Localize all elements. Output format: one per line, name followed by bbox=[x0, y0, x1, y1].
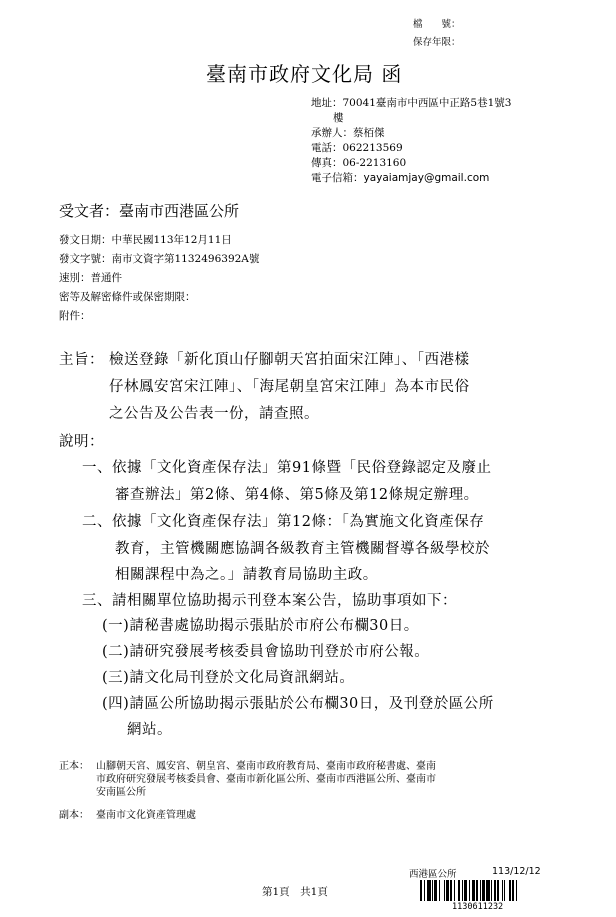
phone: 電話：062213569 bbox=[311, 142, 403, 154]
explanation-item-1-line-1: 一、依據「文化資產保存法」第91條暨「民俗登錄認定及廢止 bbox=[82, 460, 492, 476]
barcode-number: 1130611232 bbox=[452, 902, 504, 912]
barcode-bar bbox=[439, 880, 440, 901]
copy-recipients-label: 副本： bbox=[59, 810, 89, 821]
barcode-bar bbox=[450, 880, 452, 901]
handler: 承辦人：蔡栢傑 bbox=[311, 127, 385, 139]
subject-line-1: 檢送登錄「新化頂山仔腳朝天宮拍面宋江陣」、「西港樣 bbox=[109, 352, 470, 368]
barcode-graphic bbox=[420, 880, 546, 901]
address-line-2: 樓 bbox=[333, 112, 344, 124]
email-row bbox=[311, 171, 489, 186]
barcode-bar bbox=[472, 880, 476, 901]
speed: 速別：普通件 bbox=[59, 272, 122, 284]
fax: 傳真：06-2213160 bbox=[311, 157, 407, 169]
explanation-sub-item-4-line-2: 網站。 bbox=[127, 722, 172, 738]
explanation-sub-item-1: (一)請秘書處協助揭示張貼於市府公布欄30日。 bbox=[102, 618, 419, 634]
explanation-label: 說明： bbox=[59, 434, 104, 450]
copy-recipients-line-1: 臺南市文化資產管理處 bbox=[96, 810, 196, 821]
barcode-bar bbox=[427, 880, 431, 901]
original-recipients-label: 正本： bbox=[59, 761, 89, 772]
barcode-bar bbox=[462, 880, 463, 901]
explanation-item-2-line-3: 相關課程中為之。」請教育局協助主政。 bbox=[115, 567, 378, 583]
issue-number: 發文字號：南市文資字第1132496392A號 bbox=[59, 253, 260, 265]
explanation-item-2-line-1: 二、依據「文化資產保存法」第12條：「為實施文化資產保存 bbox=[82, 514, 485, 530]
barcode-bar bbox=[458, 880, 459, 901]
barcode-bar bbox=[512, 880, 513, 901]
original-recipients-line-2: 市政府研究發展考核委員會、臺南市新化區公所、臺南市西港區公所、臺南市 bbox=[96, 774, 436, 785]
original-recipients-line-3: 安南區公所 bbox=[96, 787, 146, 798]
barcode-bar bbox=[491, 880, 492, 901]
address-line-1: 地址：70041臺南市中西區中正路5巷1號3 bbox=[311, 97, 512, 109]
retention-period-label: 保存年限： bbox=[413, 37, 461, 48]
barcode-bar bbox=[424, 880, 425, 901]
issue-date: 發文日期：中華民國113年12月11日 bbox=[59, 234, 232, 246]
barcode-bar bbox=[482, 880, 484, 901]
explanation-item-2-line-2: 教育，主管機關應協調各級教育主管機關督導各級學校於 bbox=[115, 541, 490, 557]
explanation-item-1-line-2: 審查辦法」第2條、第4條、第5條及第12條規定辦理。 bbox=[115, 487, 479, 503]
original-recipients-line-1: 山腳朝天宮、鳳安宮、朝皇宮、臺南市政府教育局、臺南市政府秘書處、臺南 bbox=[96, 761, 436, 772]
recipient: 受文者：臺南市西港區公所 bbox=[59, 202, 240, 220]
receipt-stamp-office: 西港區公所 bbox=[409, 869, 457, 880]
subject-line-2: 仔林鳳安宮宋江陣」、「海尾朝皇宮宋江陣」為本市民俗 bbox=[109, 379, 470, 395]
document-title: 臺南市政府文化局 函 bbox=[206, 62, 403, 86]
barcode-bar bbox=[476, 880, 477, 901]
barcode-bar bbox=[502, 880, 503, 901]
barcode-bar bbox=[432, 880, 433, 901]
barcode-bar bbox=[494, 880, 495, 901]
barcode-bar bbox=[504, 880, 505, 901]
email-label: 電子信箱： bbox=[311, 172, 364, 184]
barcode-bar bbox=[497, 880, 499, 901]
subject-label: 主旨： bbox=[59, 352, 104, 368]
barcode-bar bbox=[444, 880, 445, 901]
secrecy: 密等及解密條件或保密期限： bbox=[59, 291, 196, 303]
barcode-bar bbox=[469, 880, 470, 901]
attachment: 附件： bbox=[59, 310, 91, 322]
barcode-bar bbox=[464, 880, 466, 901]
barcode-bar bbox=[480, 880, 481, 901]
barcode-bar bbox=[446, 880, 448, 901]
receipt-stamp-date: 113/12/12 bbox=[492, 866, 541, 877]
explanation-item-3-line-1: 三、請相關單位協助揭示刊登本案公告，協助事項如下： bbox=[82, 593, 457, 609]
explanation-sub-item-3: (三)請文化局刊登於文化局資訊網站。 bbox=[102, 670, 355, 686]
barcode-bar bbox=[516, 880, 517, 901]
barcode-bar bbox=[434, 880, 436, 901]
barcode-bar bbox=[420, 880, 422, 901]
barcode-bar bbox=[486, 880, 490, 901]
explanation-sub-item-4-line-1: (四)請區公所協助揭示張貼於公布欄30日，及刊登於區公所 bbox=[102, 696, 494, 712]
file-number-label: 檔 號： bbox=[413, 19, 461, 30]
barcode-bar bbox=[509, 880, 511, 901]
explanation-sub-item-2: (二)請研究發展考核委員會協助刊登於市府公報。 bbox=[102, 644, 430, 660]
subject-line-3: 之公告及公告表一份，請查照。 bbox=[109, 406, 319, 422]
barcode-bar bbox=[454, 880, 455, 901]
email-value: yayaiamjay@gmail.com bbox=[363, 172, 490, 184]
page-number: 第1頁 共1頁 bbox=[262, 886, 328, 898]
